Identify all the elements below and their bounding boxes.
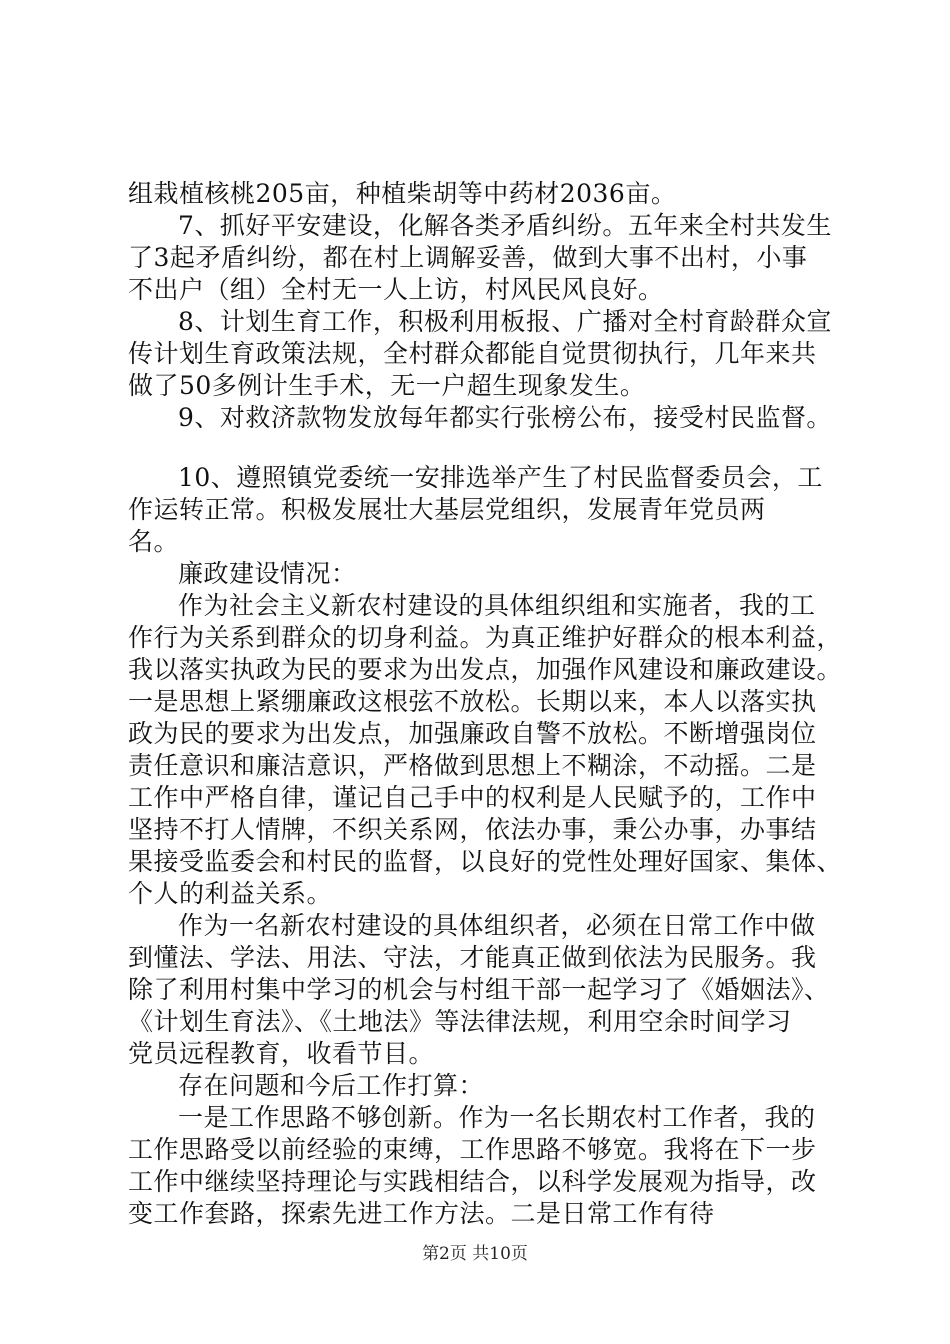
- text-line: 了3起矛盾纠纷，都在村上调解妥善，做到大事不出村，小事: [128, 243, 808, 272]
- text-line: 到懂法、学法、用法、守法，才能真正做到依法为民服务。我: [128, 943, 817, 972]
- text-line: 9、对救济款物发放每年都实行张榜公布，接受村民监督。: [178, 403, 832, 432]
- text-line: 变工作套路，探索先进工作方法。二是日常工作有待: [128, 1199, 715, 1228]
- text-line: 个人的利益关系。: [128, 879, 333, 908]
- text-line: 党员远程教育，收看节目。: [128, 1039, 435, 1068]
- section-heading: 存在问题和今后工作打算：: [178, 1071, 485, 1100]
- text-line: 作行为关系到群众的切身利益。为真正维护好群众的根本利益，: [128, 623, 843, 652]
- text-line: 《计划生育法》、《土地法》等法律法规，利用空余时间学习: [128, 1007, 792, 1036]
- text-line: 做了50多例计生手术，无一户超生现象发生。: [128, 371, 646, 400]
- text-line: 传计划生育政策法规，全村群众都能自觉贯彻执行，几年来共: [128, 339, 817, 368]
- text-line: 除了利用村集中学习的机会与村组干部一起学习了《婚姻法》、: [128, 975, 830, 1004]
- text-line: 责任意识和廉洁意识，严格做到思想上不糊涂，不动摇。二是: [128, 751, 817, 780]
- text-line: 一是思想上紧绷廉政这根弦不放松。长期以来，本人以落实执: [128, 687, 817, 716]
- text-line: 不出户（组）全村无一人上访，村风民风良好。: [128, 275, 664, 304]
- text-line: 作为一名新农村建设的具体组织者，必须在日常工作中做: [178, 911, 816, 940]
- text-line: 工作中严格自律，谨记自己手中的权利是人民赋予的，工作中: [128, 783, 817, 812]
- text-line: 工作中继续坚持理论与实践相结合，以科学发展观为指导，改: [128, 1167, 817, 1196]
- text-line: 一是工作思路不够创新。作为一名长期农村工作者，我的: [178, 1103, 816, 1132]
- text-line: 7、抓好平安建设，化解各类矛盾纠纷。五年来全村共发生: [178, 211, 832, 240]
- text-line: 工作思路受以前经验的束缚，工作思路不够宽。我将在下一步: [128, 1135, 817, 1164]
- text-line: 作运转正常。积极发展壮大基层党组织，发展青年党员两: [128, 495, 766, 524]
- text-line: 名。: [128, 527, 180, 556]
- text-line: 10、遵照镇党委统一安排选举产生了村民监督委员会，工: [178, 463, 823, 492]
- text-line: 组栽植核桃205亩，种植柴胡等中药材2036亩。: [128, 179, 677, 208]
- text-line: 果接受监委会和村民的监督，以良好的党性处理好国家、集体、: [128, 847, 843, 876]
- page-number: 第2页 共10页: [422, 1244, 528, 1264]
- text-line: 我以落实执政为民的要求为出发点，加强作风建设和廉政建设。: [128, 655, 843, 684]
- text-line: 政为民的要求为出发点，加强廉政自警不放松。不断增强岗位: [128, 719, 817, 748]
- text-line: 8、计划生育工作，积极利用板报、广播对全村育龄群众宣: [178, 307, 832, 336]
- section-heading: 廉政建设情况：: [178, 559, 357, 588]
- text-line: 作为社会主义新农村建设的具体组织组和实施者，我的工: [178, 591, 816, 620]
- text-line: 坚持不打人情牌，不织关系网，依法办事，秉公办事，办事结: [128, 815, 817, 844]
